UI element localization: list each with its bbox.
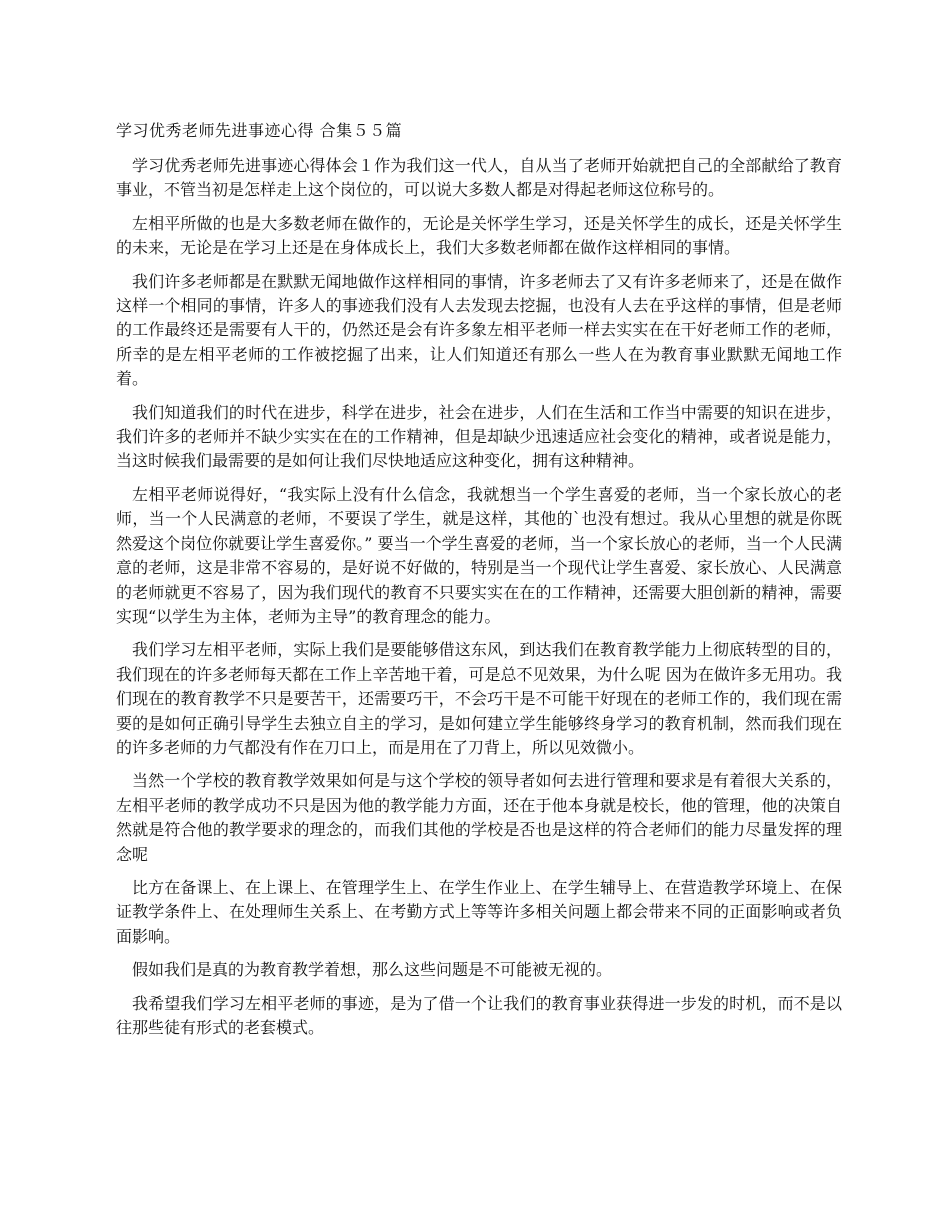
paragraph: 我希望我们学习左相平老师的事迹，是为了借一个让我们的教育事业获得进一步发的时机，而不是以往那些徒有形式的老套模式。 — [116, 993, 842, 1037]
paragraph: 左相平老师说得好，“我实际上没有什么信念，我就想当一个学生喜爱的老师，当一个家长放心的老师，当一个人民满意的老师，不要误了学生，就是这样，其他的`也没有想过。我从心里想的就是你既然爱这个岗位你就要让学生喜爱你。” 要当一个学生喜爱的老师，当一个家长放心的老师，当一个人民满意的老师，这是非常不容易的，是好说不好做的，特别是当一个现代让学生喜爱、家长放心、人民满意的老师就更不容易了，因为我们现代的教育不只要实实在在的工作精神，还需要大胆创新的精神，需要实现“以学生为主体，老师为主导”的教育理念的能力。 — [116, 484, 842, 626]
paragraph: 学习优秀老师先进事迹心得体会１作为我们这一代人，自从当了老师开始就把自己的全部献给了教育事业，不管当初是怎样走上这个岗位的，可以说大多数人都是对得起老师这位称号的。 — [116, 156, 842, 200]
paragraph: 假如我们是真的为教育教学着想，那么这些问题是不可能被无视的。 — [132, 960, 613, 980]
paragraph: 我们许多老师都是在默默无闻地做作这样相同的事情，许多老师去了又有许多老师来了，还是在做作这样一个相同的事情，许多人的事迹我们没有人去发现去挖掘，也没有人去在乎这样的事情，但是老师的工作最终还是需要有人干的，仍然还是会有许多象左相平老师一样去实实在在干好老师工作的老师，所幸的是左相平老师的工作被挖掘了出来，让人们知道还有那么一些人在为教育事业默默无闻地工作着。 — [116, 271, 842, 389]
document-page — [116, 118, 842, 1049]
paragraph: 我们学习左相平老师，实际上我们是要能够借这东风，到达我们在教育教学能力上彻底转型的目的，我们现在的许多老师每天都在工作上辛苦地干着，可是总不见效果，为什么呢 因为在做许多无用功。我们现在的教育教学不只是要苦干，还需要巧干，不会巧干是不可能干好现在的老师工作的，我们现在需要的是如何正确引导学生去独立自主的学习，是如何建立学生能够终身学习的教育机制，然而我们现在的许多老师的力气都没有作在刀口上，而是用在了刀背上，所以见效微小。 — [116, 640, 842, 757]
paragraph: 我们知道我们的时代在进步，科学在进步，社会在进步，人们在生活和工作当中需要的知识在进步，我们许多的老师并不缺少实实在在的工作精神，但是却缺少迅速适应社会变化的精神，或者说是能力，当这时候我们最需要的是如何让我们尽快地适应这种变化，拥有这种精神。 — [116, 402, 842, 471]
paragraph: 比方在备课上、在上课上、在管理学生上、在学生作业上、在学生辅导上、在营造教学环境上、在保证教学条件上、在处理师生关系上、在考勤方式上等等许多相关问题上都会带来不同的正面影响或者负面影响。 — [116, 877, 842, 946]
paragraph: 左相平所做的也是大多数老师在做作的，无论是关怀学生学习，还是关怀学生的成长，还是关怀学生的未来，无论是在学习上还是在身体成长上，我们大多数老师都在做作这样相同的事情。 — [116, 213, 842, 258]
document-title: 学习优秀老师先进事迹心得 合集５５篇 — [116, 121, 403, 140]
paragraph: 当然一个学校的教育教学效果如何是与这个学校的领导者如何去进行管理和要求是有着很大关系的，左相平老师的教学成功不只是因为他的教学能力方面，还在于他本身就是校长，他的管理，他的决策自然就是符合他的教学要求的理念的，而我们其他的学校是否也是这样的符合老师们的能力尽量发挥的理念呢 — [116, 771, 842, 864]
